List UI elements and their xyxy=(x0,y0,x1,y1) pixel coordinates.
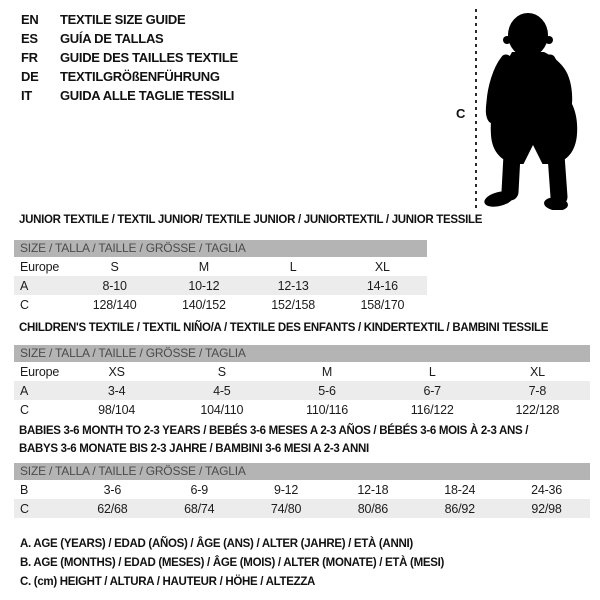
size-cell: 10-12 xyxy=(188,278,220,293)
babies-textile-table xyxy=(14,422,590,518)
table-rows xyxy=(14,480,590,518)
size-cell: 5-6 xyxy=(318,383,336,398)
row-label: Europe xyxy=(20,259,60,274)
language-code: IT xyxy=(21,88,32,103)
size-cell: 128/140 xyxy=(92,297,137,312)
size-cell: 68/74 xyxy=(184,501,215,516)
language-code: EN xyxy=(21,12,39,27)
children-textile-table xyxy=(14,321,590,419)
size-cell: 4-5 xyxy=(213,383,231,398)
table-row xyxy=(14,499,590,518)
row-label: Europe xyxy=(20,364,60,379)
table-title xyxy=(14,422,590,458)
row-label: A xyxy=(20,383,29,398)
language-code: FR xyxy=(21,50,38,65)
language-code: ES xyxy=(21,31,38,46)
size-cell: 3-4 xyxy=(107,383,126,398)
height-measure-label: C xyxy=(456,106,466,121)
size-cell: 104/110 xyxy=(200,402,244,417)
toddler-silhouette-icon xyxy=(482,10,582,210)
footnote-line: C. (cm) HEIGHT / ALTURA / HAUTEUR / HÖHE / ALTEZZA xyxy=(20,576,316,588)
size-cell: S xyxy=(217,364,226,379)
table-row xyxy=(14,276,427,295)
table-rows xyxy=(14,362,590,419)
language-title: GUIDE DES TAILLES TEXTILE xyxy=(60,50,238,65)
size-cell: 92/98 xyxy=(531,501,562,516)
table-title-line: CHILDREN'S TEXTILE / TEXTIL NIÑO/A / TEXTILE DES ENFANTS / KINDERTEXTIL / BAMBINI TESSILE xyxy=(19,322,549,334)
junior-textile-table xyxy=(14,213,483,314)
language-code: DE xyxy=(21,69,39,84)
size-cell: M xyxy=(321,364,333,379)
row-label: A xyxy=(20,278,29,293)
table-title xyxy=(14,213,483,227)
table-title-line: JUNIOR TEXTILE / TEXTIL JUNIOR/ TEXTILE JUNIOR / JUNIORTEXTIL / JUNIOR TESSILE xyxy=(19,214,483,226)
size-header-bar: SIZE / TALLA / TAILLE / GRÖSSE / TAGLIA xyxy=(14,345,590,362)
size-cell: 116/122 xyxy=(410,402,454,417)
size-cell: XS xyxy=(108,364,125,379)
row-label: C xyxy=(20,402,29,417)
table-row xyxy=(14,480,590,499)
size-cell: 140/152 xyxy=(181,297,226,312)
language-title: GUÍA DE TALLAS xyxy=(60,31,164,46)
table-row xyxy=(14,295,427,314)
row-label: C xyxy=(20,297,29,312)
size-cell: 62/68 xyxy=(97,501,128,516)
size-cell: 110/116 xyxy=(306,402,348,417)
language-row xyxy=(21,29,238,48)
size-cell: M xyxy=(198,259,209,274)
size-cell: L xyxy=(428,364,436,379)
size-cell: 18-24 xyxy=(444,482,476,497)
size-header-bar: SIZE / TALLA / TAILLE / GRÖSSE / TAGLIA xyxy=(14,240,427,257)
size-cell: 3-6 xyxy=(103,482,122,497)
size-cell: 12-18 xyxy=(357,482,389,497)
size-cell: 98/104 xyxy=(98,402,136,417)
language-row xyxy=(21,10,238,29)
row-label: B xyxy=(20,482,29,497)
size-cell: L xyxy=(289,259,297,274)
table-row xyxy=(14,362,590,381)
size-cell: 12-13 xyxy=(277,278,309,293)
table-title-line: BABYS 3-6 MONATE BIS 2-3 JAHRE / BAMBINI 3-6 MESI A 2-3 ANNI xyxy=(19,443,369,455)
size-cell: 14-16 xyxy=(366,278,398,293)
size-cell: XL xyxy=(529,364,545,379)
size-cell: 9-12 xyxy=(273,482,299,497)
language-title: TEXTILE SIZE GUIDE xyxy=(60,12,186,27)
table-row xyxy=(14,400,590,419)
footnote-line: B. AGE (MONTHS) / EDAD (MESES) / ÂGE (MOIS) / ALTER (MONATE) / ETÀ (MESI) xyxy=(20,557,445,569)
size-cell: XL xyxy=(374,259,390,274)
footnotes xyxy=(20,535,444,592)
language-title: TEXTILGRÖßENFÜHRUNG xyxy=(60,69,220,84)
size-header-bar: SIZE / TALLA / TAILLE / GRÖSSE / TAGLIA xyxy=(14,463,590,480)
language-list xyxy=(21,10,238,105)
size-cell: 74/80 xyxy=(270,501,302,516)
size-cell: 8-10 xyxy=(102,278,127,293)
size-cell: 158/170 xyxy=(360,297,405,312)
size-cell: 6-9 xyxy=(190,482,208,497)
table-row xyxy=(14,381,590,400)
language-title: GUIDA ALLE TAGLIE TESSILI xyxy=(60,88,235,103)
size-cell: 86/92 xyxy=(444,501,475,516)
language-row xyxy=(21,67,238,86)
table-title xyxy=(14,321,590,335)
size-cell: 80/86 xyxy=(357,501,389,516)
size-cell: 24-36 xyxy=(531,482,563,497)
language-row xyxy=(21,48,238,67)
language-row xyxy=(21,86,238,105)
row-label: C xyxy=(20,501,29,516)
table-title-line: BABIES 3-6 MONTH TO 2-3 YEARS / BEBÉS 3-6 MESES A 2-3 AÑOS / BÉBÉS 3-6 MOIS À 2-3 ANS / xyxy=(19,425,529,437)
size-cell: 122/128 xyxy=(515,402,560,417)
size-cell: 7-8 xyxy=(528,383,547,398)
size-cell: 6-7 xyxy=(423,383,441,398)
footnote-line: A. AGE (YEARS) / EDAD (AÑOS) / ÂGE (ANS) / ALTER (JAHRE) / ETÀ (ANNI) xyxy=(20,538,413,550)
size-cell: S xyxy=(110,259,119,274)
table-rows xyxy=(14,257,427,314)
table-row xyxy=(14,257,427,276)
height-dashed-line xyxy=(475,9,477,208)
size-cell: 152/158 xyxy=(271,297,316,312)
